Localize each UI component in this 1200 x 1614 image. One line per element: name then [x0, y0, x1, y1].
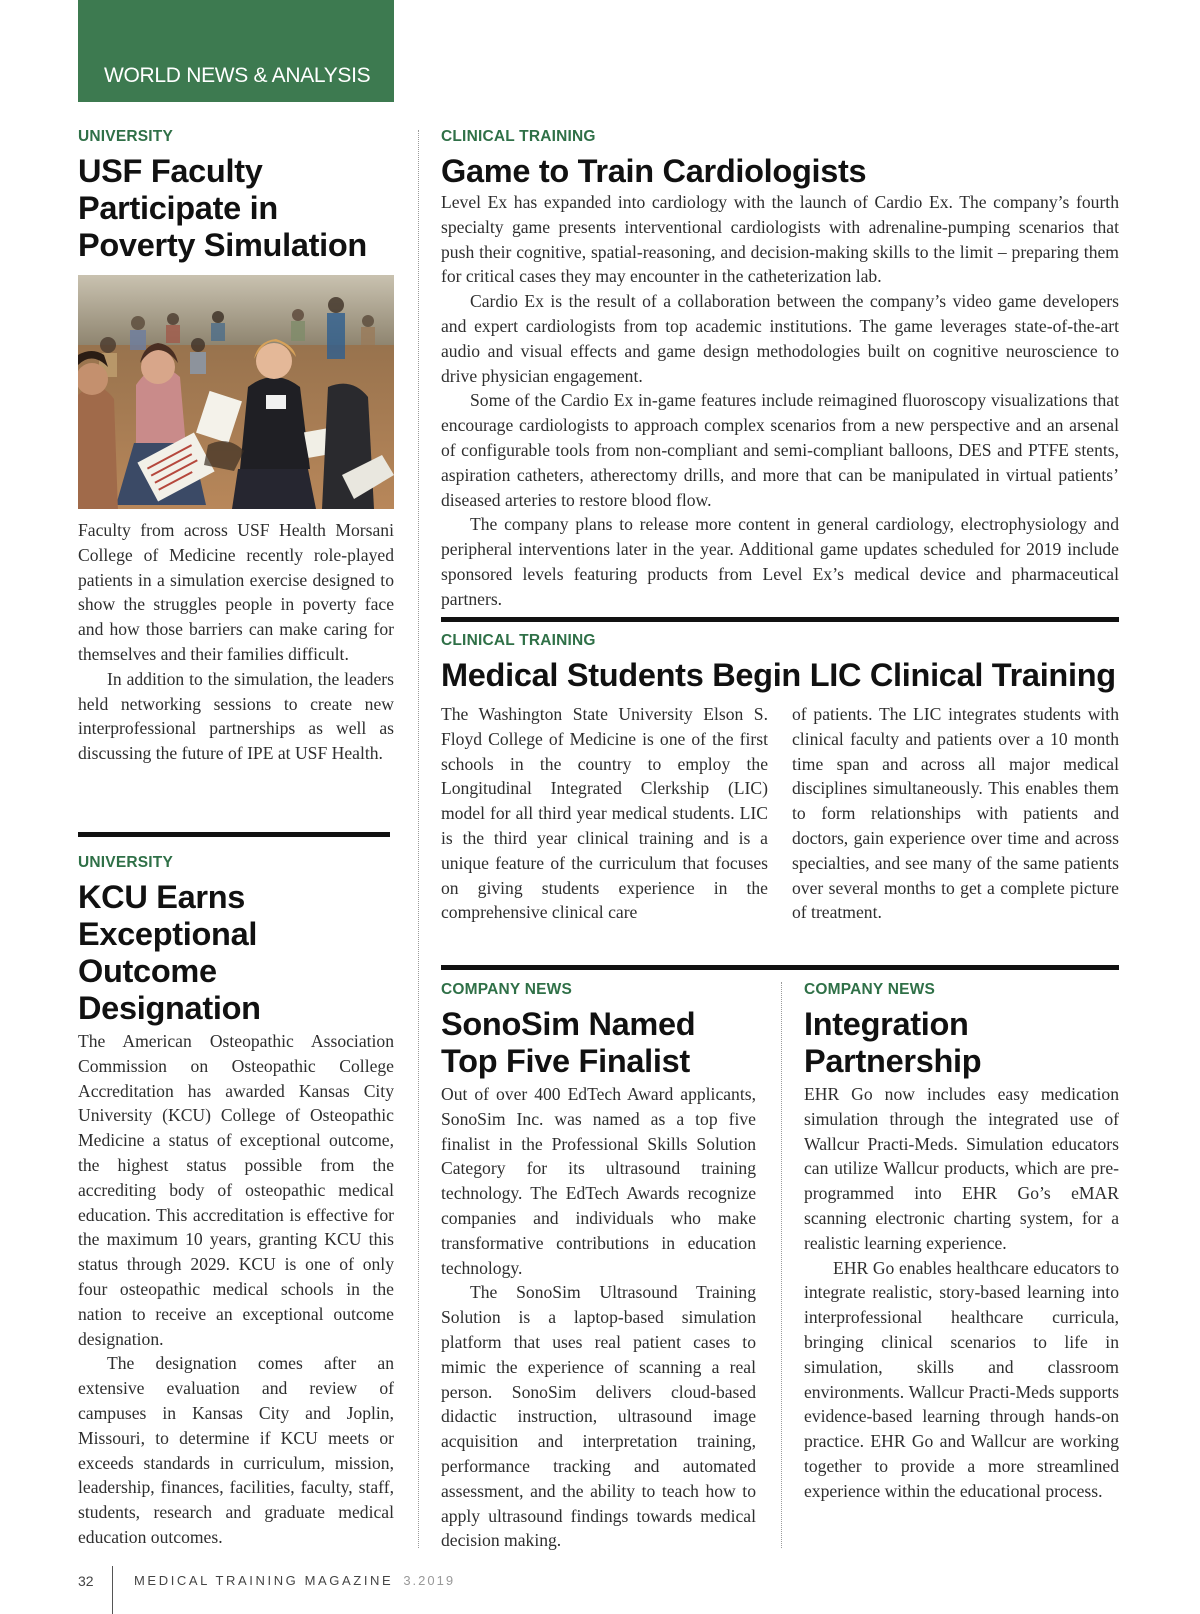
article-body: [804, 1082, 1119, 1504]
article-sonosim: [441, 981, 756, 1553]
article-usf-body: [78, 518, 394, 766]
article-headline: USF Faculty Participate in Poverty Simulation: [78, 153, 367, 263]
article-headline: Medical Students Begin LIC Clinical Training: [441, 657, 1116, 693]
article-body: [78, 1029, 394, 1550]
photo-scene: [78, 275, 394, 509]
paragraph: Faculty from across USF Health Morsani College of Medicine recently role-played patients in a simulation exercise designed to show the struggles people in poverty face and how those barriers can make caring for themselves and their families difficult.: [78, 520, 394, 664]
column-divider-bottom: [781, 982, 782, 1548]
section-title: WORLD NEWS & ANALYSIS: [104, 64, 371, 87]
paragraph: Level Ex has expanded into cardiology with the launch of Cardio Ex. The company’s fourth specialty game presents interventional cardiologists with adrenaline-pumping scenarios that push their cognitive, spatial-reasoning, and decision-making skills to the limit – preparing them for critical cases they may encounter in the catheterization lab.: [441, 192, 1119, 287]
article-integration: [804, 981, 1119, 1504]
article-kicker: CLINICAL TRAINING: [441, 128, 596, 145]
article-cardio: [441, 128, 1119, 612]
magazine-name: MEDICAL TRAINING MAGAZINE: [134, 1573, 394, 1588]
article-kicker: COMPANY NEWS: [804, 981, 936, 998]
article-divider: [441, 965, 1119, 970]
issue-date: 3.2019: [403, 1573, 456, 1588]
body-column-right: of patients. The LIC integrates students with clinical faculty and patients over a 10 month time span and across all major medical disciplines simultaneously. This enables them to form relationships with patients and doctors, gain experience over time and across specialties, and see many of the same patients over several months to get a complete picture of treatment.: [792, 704, 1119, 923]
article-headline: SonoSim Named Top Five Finalist: [441, 1006, 696, 1079]
section-banner: [78, 0, 394, 102]
paragraph: In addition to the simulation, the leaders held networking sessions to create new interprofessional partnerships as well as discussing the future of IPE at USF Health.: [78, 668, 394, 764]
body-column-left: The Washington State University Elson S. Floyd College of Medicine is one of the first schools in the country to employ the Longitudinal Integrated Clerkship (LIC) model for all third year medical students. LIC is the third year clinical training and is a unique feature of the curriculum that focuses on giving students experience in the comprehensive clinical care: [441, 704, 768, 923]
footer-divider: [112, 1566, 113, 1614]
article-body: [441, 1082, 756, 1553]
article-lic: [441, 632, 1119, 925]
article-photo: [78, 275, 394, 509]
paragraph: EHR Go now includes easy medication simulation through the integrated use of Wallcur Practi-Meds. Simulation educators can utilize Wallcur products, which are pre-programmed into EHR Go’s eMAR scanning electronic charting system, for a realistic learning experience.: [804, 1084, 1119, 1253]
article-divider: [441, 617, 1119, 622]
article-headline: KCU Earns Exceptional Outcome Designation: [78, 879, 261, 1026]
paragraph: The American Osteopathic Association Commission on Osteopathic College Accreditation has awarded Kansas City University (KCU) College of Osteopathic Medicine a status of exceptional outcome, the highest status possible from the accrediting body of osteopathic medical education. This accreditation is effective for the maximum 10 years, granting KCU this status through 2029. KCU is one of only four osteopathic medical schools in the nation to receive an exceptional outcome designation.: [78, 1031, 394, 1349]
article-kicker: CLINICAL TRAINING: [441, 632, 596, 649]
column-divider-left: [418, 130, 419, 1548]
article-kcu: [78, 854, 394, 1550]
paragraph: The SonoSim Ultrasound Training Solution is a laptop-based simulation platform that uses real patient cases to mimic the experience of scanning a real person. SonoSim delivers cloud-based didactic instruction, ultrasound image acquisition and interpretation training, performance tracking and automated assessment, and the ability to teach how to apply ultrasound findings towards medical decision making.: [441, 1282, 756, 1551]
article-headline: Game to Train Cardiologists: [441, 153, 867, 189]
paragraph: Out of over 400 EdTech Award applicants, SonoSim Inc. was named as a top five finalist in the Professional Skills Solution Category for its ultrasound training technology. The EdTech Awards recognize companies and individuals who make transformative contributions in education technology.: [441, 1084, 756, 1278]
article-divider: [78, 832, 390, 837]
paragraph: Cardio Ex is the result of a collaboration between the company’s video game developers and expert cardiologists from top academic institutions. The game leverages state-of-the-art audio and visual effects and game design methodologies built on cognitive neuroscience to drive physician engagement.: [441, 291, 1119, 386]
article-body: [78, 518, 394, 766]
article-body: [441, 190, 1119, 612]
article-kicker: UNIVERSITY: [78, 128, 174, 145]
article-usf: [78, 128, 394, 264]
paragraph: The company plans to release more content in general cardiology, electrophysiology and peripheral interventions later in the year. Additional game updates scheduled for 2019 include sponsored levels featuring products from Level Ex’s medical device and pharmaceutical partners.: [441, 514, 1119, 609]
paragraph: Some of the Cardio Ex in-game features include reimagined fluoroscopy visualizations that encourage cardiologists to approach complex scenarios from a new perspective and an arsenal of configurable tools from non-compliant and semi-compliant balloons, DES and PTFE stents, aspiration catheters, atherectomy drills, and more that can be manipulated in virtual patients’ diseased arteries to restore blood flow.: [441, 390, 1119, 510]
article-body: [441, 702, 1119, 925]
article-headline: Integration Partnership: [804, 1006, 982, 1079]
paragraph: EHR Go enables healthcare educators to integrate realistic, story-based learning into interprofessional healthcare curricula, bringing clinical scenarios to life in simulation, skills and classroom environments. Wallcur Practi-Meds supports evidence-based learning through hands-on practice. EHR Go and Wallcur are working together to provide a more streamlined experience within the educational process.: [804, 1257, 1119, 1501]
page-number: 32: [78, 1573, 94, 1589]
article-kicker: COMPANY NEWS: [441, 981, 573, 998]
paragraph: The designation comes after an extensive evaluation and review of campuses in Kansas City and Joplin, Missouri, to determine if KCU meets or exceeds standards in curriculum, mission, leadership, finances, facilities, faculty, staff, students, research and graduate medical education outcomes.: [78, 1353, 394, 1547]
footer-magazine-title: [134, 1573, 455, 1588]
article-kicker: UNIVERSITY: [78, 854, 174, 871]
